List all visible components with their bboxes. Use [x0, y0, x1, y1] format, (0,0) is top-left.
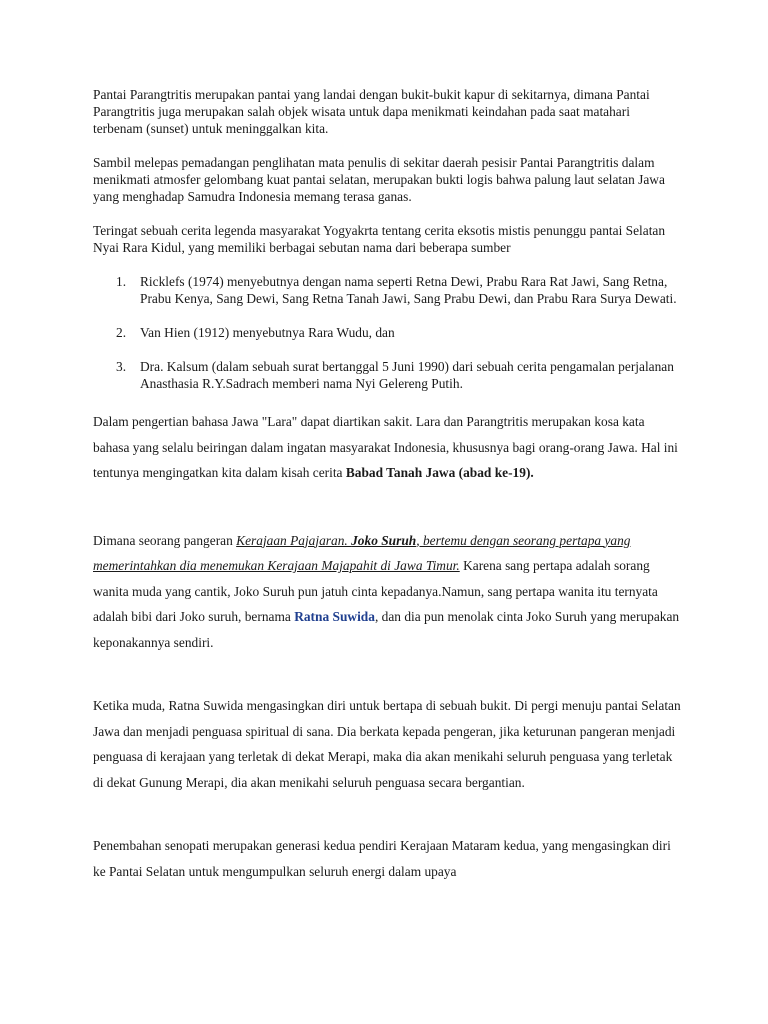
paragraph-pangeran-lead: Dimana seorang pangeran [93, 532, 237, 548]
list-text: Dra. Kalsum (dalam sebuah surat bertanggal 5 Juni 1990) dari sebuah cerita pengamalan perjalanan Anasthasia R.Y.Sadrach memberi nama Nyi Gelereng Putih. [140, 359, 674, 391]
paragraph-pangeran-tail: , dan dia pun menolak cinta Joko Suruh yang merupakan keponakannya sendiri. [93, 609, 680, 650]
list-number: 2. [116, 325, 127, 340]
document-page [93, 86, 683, 909]
list-number: 3. [116, 359, 127, 374]
ratna-suwida-name: Ratna Suwida [294, 609, 375, 624]
babad-tanah-jawa-title: Babad Tanah Jawa (abad ke-19). [345, 465, 534, 480]
sources-list [93, 273, 683, 392]
joko-suruh-link-text: Joko Suruh [351, 532, 417, 548]
paragraph-ratna: Ketika muda, Ratna Suwida mengasingkan diri untuk bertapa di sebuah bukit. Di pergi menuju pantai Selatan Jawa dan menjadi penguasa spiritual di sana. Dia berkata kepada pengeran, jika keturunan pangeran menjadi penguasa di kerajaan yang terletak di dekat Merapi, maka dia akan menikahi seluruh penguasa yang terletak di dekat Gunung Merapi, dia akan menikahi seluruh penguasa secara bergantian. [93, 698, 681, 790]
list-text: Van Hien (1912) menyebutnya Rara Wudu, dan [140, 325, 395, 340]
pajajaran-link-text: Kerajaan Pajajaran. [236, 532, 352, 548]
paragraph-legend: Teringat sebuah cerita legenda masyarakat Yogyakrta tentang cerita eksotis mistis penunggu pantai Selatan Nyai Rara Kidul, yang memiliki berbagai sebutan nama dari beberapa sumber [93, 223, 666, 255]
paragraph-lara-text: Dalam pengertian bahasa Jawa "Lara" dapat diartikan sakit. Lara dan Parangtritis merupakan kosa kata bahasa yang selalu beiringan dalam ingatan masyarakat Indonesia, khususnya bagi orang-orang Jawa. Hal ini tentunya mengingatkan kita dalam kisah cerita [93, 414, 678, 480]
paragraph-intro: Pantai Parangtritis merupakan pantai yang landai dengan bukit-bukit kapur di sekitarnya, dimana Pantai Parangtritis juga merupakan salah objek wisata untuk dapa menikmati keindahan pada saat matahari terbenam (sunset) untuk meninggalkan kita. [93, 87, 650, 136]
list-text: Ricklefs (1974) menyebutnya dengan nama seperti Retna Dewi, Prabu Rara Rat Jawi, Sang Retna, Prabu Kenya, Sang Dewi, Sang Retna Tanah Jawi, Sang Prabu Dewi, dan Prabu Rara Surya Dewati. [140, 274, 677, 306]
list-item [93, 324, 683, 341]
paragraph-pangeran-after: Karena sang pertapa adalah sorang wanita muda yang cantik, Joko Suruh pun jatuh cinta kepadanya.Namun, sang pertapa wanita itu ternyata adalah bibi dari Joko suruh, bernama [93, 558, 658, 624]
list-number: 1. [116, 274, 127, 289]
list-item [93, 273, 683, 307]
majapahit-link-text: , bertemu dengan seorang pertapa yang memerintahkan dia menemukan Kerajaan Majapahit di Jawa Timur. [93, 532, 631, 573]
paragraph-pangeran [93, 528, 683, 656]
list-item [93, 358, 683, 392]
paragraph-lara [93, 409, 683, 486]
paragraph-senopati: Penembahan senopati merupakan generasi kedua pendiri Kerajaan Mataram kedua, yang mengasingkan diri ke Pantai Selatan untuk mengumpulkan seluruh energi dalam upaya [93, 838, 671, 879]
paragraph-observation: Sambil melepas pemadangan penglihatan mata penulis di sekitar daerah pesisir Pantai Parangtritis dalam menikmati atmosfer gelombang kuat pantai selatan, merupakan bukti logis bahwa palung laut selatan Jawa yang menghadap Samudra Indonesia memang terasa ganas. [93, 155, 665, 204]
